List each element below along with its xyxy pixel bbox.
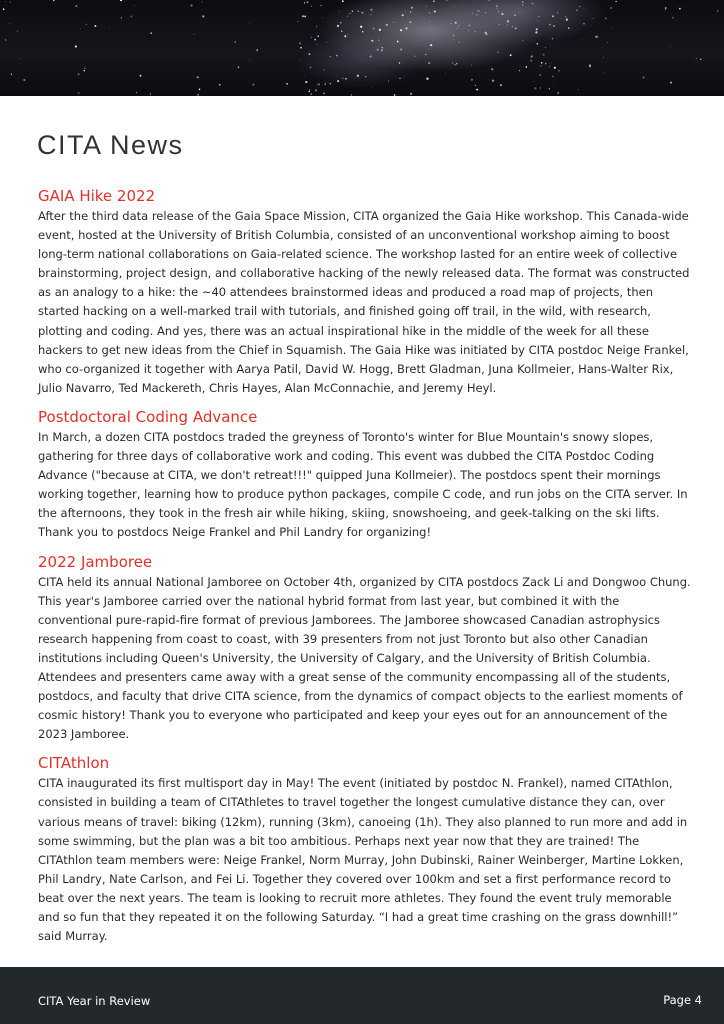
star — [498, 52, 499, 53]
star — [130, 15, 132, 17]
star — [476, 14, 478, 16]
star — [512, 26, 514, 28]
star — [492, 80, 494, 82]
star — [417, 40, 418, 41]
star — [86, 24, 87, 25]
star — [679, 8, 681, 10]
star — [314, 39, 316, 41]
star — [402, 14, 404, 16]
star — [498, 13, 499, 14]
star — [400, 49, 402, 51]
star — [397, 41, 399, 43]
star — [453, 40, 454, 41]
star — [469, 30, 470, 31]
star — [610, 7, 612, 9]
star — [478, 47, 479, 48]
star — [191, 5, 193, 7]
star — [313, 37, 314, 38]
star — [300, 47, 302, 49]
star — [343, 49, 344, 50]
star — [252, 84, 254, 86]
star — [316, 84, 317, 85]
section-heading: CITAthlon — [38, 754, 110, 773]
star — [330, 83, 332, 85]
star — [150, 93, 151, 94]
footer-publication-title: CITA Year in Review — [38, 994, 151, 1008]
star — [337, 25, 339, 27]
star — [537, 43, 539, 45]
star — [300, 60, 301, 61]
star — [479, 11, 480, 12]
star — [434, 10, 436, 12]
star — [199, 88, 201, 90]
star — [5, 39, 6, 40]
star — [308, 91, 310, 93]
star — [326, 42, 327, 43]
star — [394, 94, 396, 96]
star — [643, 76, 645, 78]
star — [388, 81, 389, 82]
star — [381, 50, 383, 52]
star — [540, 33, 541, 34]
star — [256, 49, 258, 51]
star — [539, 87, 541, 89]
star — [321, 5, 322, 6]
star — [596, 36, 598, 38]
star — [371, 87, 372, 88]
star — [349, 13, 350, 14]
star — [485, 12, 486, 13]
star — [286, 83, 288, 85]
star — [324, 69, 325, 70]
star — [455, 22, 457, 24]
star — [249, 23, 250, 24]
star — [109, 28, 110, 29]
star — [534, 87, 536, 89]
star — [345, 78, 347, 80]
star — [496, 5, 498, 7]
star — [425, 54, 426, 55]
section-heading: GAIA Hike 2022 — [38, 187, 156, 205]
star — [382, 49, 383, 50]
star — [399, 78, 400, 79]
star — [311, 6, 312, 7]
star — [540, 65, 542, 67]
star — [445, 72, 446, 73]
section-body: In March, a dozen CITA postdocs traded the greyness of Toronto's winter for Blue Mountain's snowy slopes, gathering for three days of collaborative work and coding. This event was dubbed the CITA Postdoc Coding Advance ("because at CITA, we don't retreat!!!" quipped Juna Kollmeier). The postdocs spent their mornings working together, learning how to produce python packages, compile C code, and run jobs on the CITA server. In the afternoons, they took in the fresh air while hiking, skiing, snowshoeing, and geek-talking on the ski lifts. Thank you to postdocs Neige Frankel and Phil Landry for organizing! — [38, 429, 688, 540]
star — [700, 59, 701, 60]
star — [471, 79, 473, 81]
star — [378, 40, 379, 41]
star — [9, 23, 10, 24]
star — [426, 6, 427, 7]
star — [317, 35, 318, 36]
section-heading: 2022 Jamboree — [38, 552, 153, 571]
star — [475, 31, 476, 32]
star — [456, 63, 457, 64]
star — [197, 94, 198, 95]
star — [386, 24, 388, 26]
star — [553, 86, 554, 87]
star — [64, 34, 65, 35]
star — [541, 62, 543, 64]
star — [352, 11, 353, 12]
star — [499, 24, 500, 25]
star — [549, 24, 551, 26]
star — [84, 67, 86, 69]
star — [299, 42, 301, 44]
star — [454, 64, 455, 65]
star — [450, 23, 451, 24]
star — [3, 8, 5, 10]
star — [486, 33, 488, 35]
star — [579, 6, 580, 7]
star — [491, 68, 493, 70]
star — [454, 6, 455, 7]
star — [554, 67, 556, 69]
news-section-citathlon — [38, 753, 693, 946]
star — [373, 27, 375, 29]
star — [593, 18, 594, 19]
star — [471, 65, 472, 66]
star — [525, 66, 527, 68]
star — [351, 94, 352, 95]
star — [94, 25, 96, 27]
star — [311, 93, 312, 94]
star — [17, 31, 18, 32]
news-section-gaia-hike — [38, 186, 693, 398]
section-body: After the third data release of the Gaia Space Mission, CITA organized the Gaia Hike workshop. This Canada-wide event, hosted at the University of British Columbia, consisted of an unconventional workshop aiming to boost long-term national collaborations on Gaia-related science. The workshop lasted for an entire week of collective brainstorming, project design, and collaborative hacking of the newly released data. The format was constructed as an analogy to a hike: the ~40 attendees brainstormed ideas and produced a road map of projects, then started hacking on a well-marked trail with tutorials, and finished going off trail, in the wild, with research, plotting and coding. And yes, there was an actual inspirational hike in the middle of the week for all these hackers to get new ideas from the Chief in Squamish. The Gaia Hike was initiated by CITA postdoc Neige Frankel, who co-organized it together with Aarya Patil, David W. Hogg, Brett Gladman, Juna Kollmeier, Hans-Walter Rix, Julio Navarro, Ted Mackereth, Chris Hayes, Alan McConnachie, and Jeremy Heyl. — [38, 209, 690, 395]
star — [316, 25, 317, 26]
star — [500, 84, 502, 86]
news-section-coding-advance — [38, 407, 693, 543]
star — [501, 13, 503, 15]
star — [297, 21, 298, 22]
star — [549, 88, 550, 89]
star — [561, 18, 562, 19]
star — [538, 16, 540, 18]
star — [498, 11, 499, 12]
star — [589, 65, 591, 67]
section-heading: Postdoctoral Coding Advance — [38, 407, 258, 426]
star — [328, 49, 329, 50]
news-content — [38, 186, 693, 955]
star — [428, 62, 430, 64]
star — [194, 34, 195, 35]
star — [665, 9, 666, 10]
star — [78, 73, 80, 75]
star — [532, 3, 534, 5]
star — [717, 10, 718, 11]
star — [584, 8, 585, 9]
star — [549, 66, 550, 67]
footer-page-number: Page 4 — [663, 993, 702, 1007]
star — [670, 82, 672, 84]
star — [304, 15, 306, 17]
star — [553, 25, 555, 27]
star — [347, 16, 348, 17]
star — [316, 44, 317, 45]
star — [514, 14, 516, 16]
star — [202, 1, 203, 2]
star — [315, 89, 317, 91]
star — [316, 26, 317, 27]
page-title: CITA News — [37, 130, 184, 160]
stars-decoration — [0, 0, 724, 96]
star — [485, 32, 487, 34]
star — [405, 10, 406, 11]
star — [604, 72, 605, 73]
star — [458, 42, 459, 43]
page-footer — [0, 967, 724, 1024]
star — [522, 1, 524, 3]
star — [472, 13, 473, 14]
star — [361, 12, 363, 14]
star — [238, 67, 240, 69]
star — [428, 48, 429, 49]
star — [510, 54, 512, 56]
star — [531, 60, 532, 61]
star — [381, 47, 382, 48]
star — [361, 30, 362, 31]
star — [615, 1, 616, 2]
star — [10, 2, 11, 3]
star — [318, 83, 320, 85]
star — [552, 15, 554, 17]
star — [515, 27, 517, 29]
star — [453, 35, 455, 37]
star — [607, 42, 608, 43]
star — [540, 74, 541, 75]
star — [235, 41, 236, 42]
star — [475, 85, 476, 86]
star — [134, 5, 135, 6]
star — [325, 82, 326, 83]
star — [341, 31, 342, 32]
star — [476, 89, 478, 91]
star — [321, 17, 322, 18]
star — [537, 21, 538, 22]
star — [410, 93, 412, 95]
star — [533, 81, 534, 82]
star — [307, 1, 309, 3]
star — [336, 55, 338, 57]
star — [337, 80, 339, 82]
star — [522, 40, 523, 41]
star — [370, 56, 372, 58]
star — [581, 39, 582, 40]
star — [23, 79, 25, 81]
star — [543, 54, 545, 56]
star — [605, 18, 606, 19]
star — [399, 62, 400, 63]
star — [566, 16, 567, 17]
star — [566, 18, 568, 20]
star — [78, 92, 80, 94]
star — [324, 84, 326, 86]
star — [406, 27, 408, 29]
star — [53, 0, 55, 1]
star — [362, 31, 363, 32]
star — [536, 28, 538, 30]
star — [340, 22, 342, 24]
star — [304, 2, 305, 3]
star — [11, 73, 12, 74]
star — [311, 37, 312, 38]
star — [458, 25, 459, 26]
star — [121, 17, 122, 18]
star — [603, 57, 604, 58]
star — [365, 76, 366, 77]
star — [379, 29, 381, 31]
star — [84, 70, 85, 71]
star — [409, 21, 411, 23]
star — [370, 9, 372, 11]
star — [310, 66, 312, 68]
star — [531, 55, 533, 57]
star — [136, 92, 137, 93]
star — [665, 7, 667, 9]
news-section-jamboree — [38, 552, 693, 745]
star — [557, 12, 558, 13]
star — [342, 0, 344, 2]
star — [120, 0, 122, 1]
star — [456, 28, 457, 29]
star — [333, 66, 334, 67]
star — [507, 25, 508, 26]
star — [393, 22, 394, 23]
star — [519, 70, 520, 71]
star — [550, 63, 551, 64]
star — [426, 78, 428, 80]
star — [75, 45, 77, 47]
star — [309, 89, 310, 90]
star — [433, 0, 435, 2]
star — [558, 70, 560, 72]
star — [197, 76, 199, 78]
star — [249, 60, 250, 61]
star — [535, 31, 537, 33]
star — [576, 10, 577, 11]
star — [429, 12, 430, 13]
star — [429, 21, 430, 22]
star — [446, 0, 448, 1]
star — [583, 23, 584, 24]
star — [568, 27, 570, 29]
star — [357, 75, 359, 77]
star — [469, 25, 470, 26]
star — [670, 46, 671, 47]
star — [430, 44, 432, 46]
star — [305, 76, 306, 77]
star — [342, 78, 344, 80]
star — [305, 81, 307, 83]
star — [371, 40, 373, 42]
star — [545, 63, 546, 64]
star — [344, 35, 346, 37]
star — [75, 5, 77, 7]
star — [219, 84, 221, 86]
star — [489, 0, 490, 1]
star — [347, 34, 348, 35]
section-body: CITA held its annual National Jamboree on October 4th, organized by CITA postdocs Zack Li and Dongwoo Chung. This year's Jamboree carried over the national hybrid format from last year, but combined it with the conventional pure-rapid-fire format of previous Jamborees. The Jamboree showcased Canadian astrophysics research happening from coast to coast, with 39 presenters from not just Toronto but also other Canadian institutions including Queen's University, the University of Calgary, and the University of British Columbia. Attendees and presenters came away with a great sense of the community encompassing all of the students, postdocs, and faculty that drive CITA science, from the dynamics of compact objects to the earliest moments of cosmic history! Thank you to everyone who participated and keep your eyes out for an announcement of the 2023 Jamboree. — [38, 574, 691, 742]
star — [309, 53, 311, 55]
star — [696, 58, 697, 59]
star — [411, 8, 412, 9]
star — [140, 75, 142, 77]
star — [150, 32, 152, 34]
star — [80, 28, 81, 29]
star — [578, 89, 579, 90]
star — [611, 27, 612, 28]
section-body: CITA inaugurated its first multisport day in May! The event (initiated by postdoc N. Frankel), named CITAthlon, consisted in building a team of CITAthletes to travel together the longest cumulative distance they can, over various means of travel: biking (12km), running (3km), canoeing (1h). They also planned to run more and add in some swimming, but the plan was a bit too ambitious. Perhaps next year now that they are trained! The CITAthlon team members were: Neige Frankel, Norm Murray, John Dubinski, Rainer Weinberger, Martine Lokken, Phil Landry, Nate Carlson, and Fei Li. Together they covered over 100km and set a first performance record to beat over the next years. The team is looking to recruit more athletes. They found the event truly memorable and so fun that they repeated it on the following Saturday. “I had a great time crashing on the grass downhill!” said Murray. — [38, 776, 688, 944]
star — [360, 26, 362, 28]
star — [414, 56, 415, 57]
star — [20, 58, 21, 59]
star — [357, 10, 358, 11]
star — [452, 62, 453, 63]
star — [507, 20, 509, 22]
star — [339, 11, 340, 12]
starfield-banner-image — [0, 0, 724, 96]
star — [400, 29, 402, 31]
star — [323, 93, 325, 95]
star — [477, 10, 478, 11]
star — [377, 49, 378, 50]
star — [410, 11, 411, 12]
star — [522, 4, 523, 5]
star — [202, 15, 204, 17]
star — [370, 14, 371, 15]
star — [672, 17, 674, 19]
star — [496, 8, 497, 9]
star — [330, 56, 331, 57]
star — [545, 47, 546, 48]
star — [302, 15, 304, 17]
star — [5, 1, 6, 2]
star — [565, 17, 566, 18]
star — [557, 92, 559, 94]
star — [552, 76, 554, 78]
star — [552, 38, 553, 39]
